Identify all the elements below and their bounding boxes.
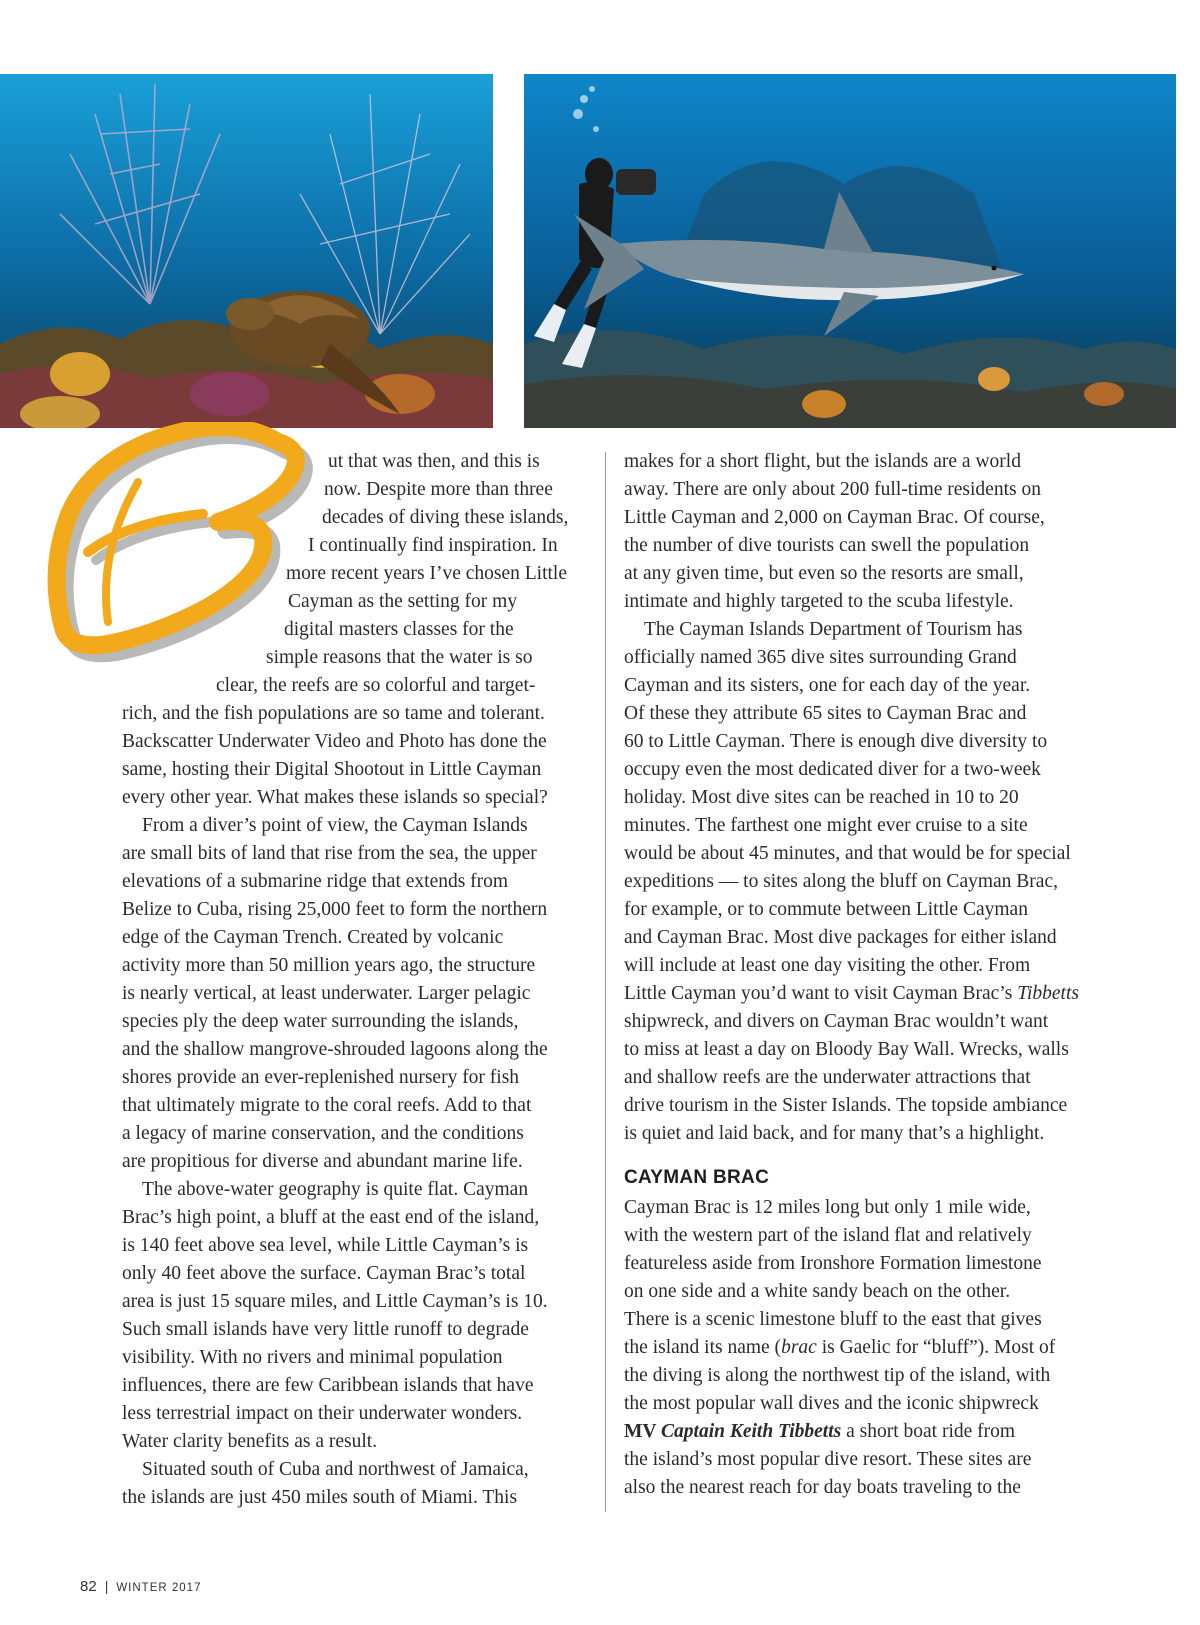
text-line: a legacy of marine conservation, and the conditions — [122, 1123, 524, 1144]
text-run: is Gaelic for “bluff”). Most of — [816, 1337, 1056, 1358]
text-line — [624, 980, 1094, 1008]
text-line: same, hosting their Digital Shootout in Little Cayman — [122, 759, 542, 780]
text-line: also the nearest reach for day boats traveling to the — [624, 1477, 1021, 1498]
text-line: on one side and a white sandy beach on the other. — [624, 1281, 1011, 1302]
text-line: Water clarity benefits as a result. — [122, 1431, 378, 1452]
text-run: a short boat ride from — [841, 1421, 1016, 1442]
text-line: Brac’s high point, a bluff at the east end of the island, — [122, 1207, 540, 1228]
text-line: are propitious for diverse and abundant marine life. — [122, 1151, 523, 1172]
text-line: Belize to Cuba, rising 25,000 feet to form the northern — [122, 899, 548, 920]
text-line: 60 to Little Cayman. There is enough dive diversity to — [624, 731, 1048, 752]
shark-photo — [524, 74, 1176, 428]
text-line: is nearly vertical, at least underwater. Larger pelagic — [122, 983, 531, 1004]
text-line: Cayman as the setting for my — [288, 591, 518, 612]
text-line: intimate and highly targeted to the scuba lifestyle. — [624, 591, 1014, 612]
text-line: Of these they attribute 65 sites to Cayman Brac and — [624, 703, 1027, 724]
text-line: occupy even the most dedicated diver for a two-week — [624, 759, 1041, 780]
text-line: The above-water geography is quite flat. Cayman — [142, 1179, 529, 1200]
ship-prefix-bold: MV — [624, 1421, 662, 1442]
text-line: Cayman Brac is 12 miles long but only 1 mile wide, — [624, 1197, 1031, 1218]
text-run: Little Cayman you’d want to visit Cayman Brac’s — [624, 983, 1013, 1004]
text-line: shipwreck, and divers on Cayman Brac wouldn’t want — [624, 1011, 1049, 1032]
turtle-photo — [0, 74, 493, 428]
text-line: to miss at least a day on Bloody Bay Wall. Wrecks, walls — [624, 1039, 1069, 1060]
text-line: and the shallow mangrove-shrouded lagoons along the — [122, 1039, 548, 1060]
text-line: shores provide an ever-replenished nursery for fish — [122, 1067, 520, 1088]
text-line: I continually find inspiration. In — [308, 535, 558, 556]
text-run: the island its name ( — [624, 1337, 782, 1358]
text-line: officially named 365 dive sites surrounding Grand — [624, 647, 1017, 668]
text-line: will include at least one day visiting the other. From — [624, 955, 1031, 976]
shark-diver-illustration — [524, 74, 1176, 428]
text-line: Situated south of Cuba and northwest of Jamaica, — [142, 1459, 529, 1480]
text-line: and Cayman Brac. Most dive packages for either island — [624, 927, 1057, 948]
text-line: is quiet and laid back, and for many that’s a highlight. — [624, 1123, 1045, 1144]
text-line: the most popular wall dives and the iconic shipwreck — [624, 1393, 1039, 1414]
text-line: now. Despite more than three — [324, 479, 553, 500]
text-line: minutes. The farthest one might ever cruise to a site — [624, 815, 1028, 836]
text-line: at any given time, but even so the resorts are small, — [624, 563, 1024, 584]
text-line: only 40 feet above the surface. Cayman Brac’s total — [122, 1263, 526, 1284]
text-line: the diving is along the northwest tip of the island, with — [624, 1365, 1051, 1386]
text-line: less terrestrial impact on their underwater wonders. — [122, 1403, 523, 1424]
text-line: more recent years I’ve chosen Little — [286, 563, 567, 584]
text-line: rich, and the fish populations are so tame and tolerant. — [122, 703, 545, 724]
article-right-column — [624, 448, 1094, 1502]
text-line: would be about 45 minutes, and that would be for special — [624, 843, 1071, 864]
text-line: There is a scenic limestone bluff to the east that gives — [624, 1309, 1042, 1330]
text-line: clear, the reefs are so colorful and target- — [216, 675, 536, 696]
text-line: digital masters classes for the — [284, 619, 514, 640]
brac-italic: brac — [781, 1337, 817, 1358]
text-line: is 140 feet above sea level, while Little Cayman’s is — [122, 1235, 529, 1256]
text-line: the islands are just 450 miles south of Miami. This — [122, 1487, 518, 1508]
article-left-column — [122, 448, 590, 1512]
text-line: that ultimately migrate to the coral reefs. Add to that — [122, 1095, 532, 1116]
text-line: drive tourism in the Sister Islands. The topside ambiance — [624, 1095, 1068, 1116]
text-line: ut that was then, and this is — [328, 451, 540, 472]
text-line: The Cayman Islands Department of Tourism has — [644, 619, 1023, 640]
text-line: away. There are only about 200 full-time residents on — [624, 479, 1041, 500]
section-heading: CAYMAN BRAC — [624, 1167, 770, 1188]
text-line: and shallow reefs are the underwater attractions that — [624, 1067, 1031, 1088]
text-line: the island’s most popular dive resort. These sites are — [624, 1449, 1032, 1470]
text-line: edge of the Cayman Trench. Created by volcanic — [122, 927, 504, 948]
ship-name-bold-italic: Captain Keith Tibbetts — [661, 1421, 842, 1442]
folio-separator: | — [104, 1578, 109, 1594]
text-line: are small bits of land that rise from the sea, the upper — [122, 843, 537, 864]
text-line: Such small islands have very little runoff to degrade — [122, 1319, 529, 1340]
text-line: Cayman and its sisters, one for each day of the year. — [624, 675, 1031, 696]
dropcap-char: B — [28, 422, 29, 423]
column-divider — [605, 452, 606, 1512]
text-line: area is just 15 square miles, and Little Cayman’s is 10. — [122, 1291, 548, 1312]
text-line: for example, or to commute between Little Cayman — [624, 899, 1028, 920]
text-line: holiday. Most dive sites can be reached in 10 to 20 — [624, 787, 1019, 808]
text-line: influences, there are few Caribbean islands that have — [122, 1375, 534, 1396]
text-line: expeditions — to sites along the bluff on Cayman Brac, — [624, 871, 1058, 892]
text-line: activity more than 50 million years ago, the structure — [122, 955, 536, 976]
text-line: Backscatter Underwater Video and Photo has done the — [122, 731, 547, 752]
page-number: 82 — [80, 1578, 97, 1595]
text-line: From a diver’s point of view, the Cayman Islands — [142, 815, 528, 836]
text-line: visibility. With no rivers and minimal population — [122, 1347, 503, 1368]
text-line: Little Cayman and 2,000 on Cayman Brac. Of course, — [624, 507, 1045, 528]
issue-label: WINTER 2017 — [116, 1582, 202, 1594]
text-line: every other year. What makes these islands so special? — [122, 787, 548, 808]
page-folio — [80, 1578, 201, 1595]
text-line: species ply the deep water surrounding the islands, — [122, 1011, 519, 1032]
text-line: the number of dive tourists can swell the population — [624, 535, 1030, 556]
text-line: with the western part of the island flat and relatively — [624, 1225, 1032, 1246]
text-line: featureless aside from Ironshore Formation limestone — [624, 1253, 1042, 1274]
text-line: elevations of a submarine ridge that extends from — [122, 871, 509, 892]
text-line: makes for a short flight, but the islands are a world — [624, 451, 1021, 472]
text-line: simple reasons that the water is so — [266, 647, 533, 668]
ship-name-italic: Tibbetts — [1017, 983, 1079, 1004]
turtle-reef-illustration — [0, 74, 493, 428]
text-line: decades of diving these islands, — [322, 507, 569, 528]
text-line — [624, 1418, 1094, 1446]
text-line — [624, 1334, 1094, 1362]
